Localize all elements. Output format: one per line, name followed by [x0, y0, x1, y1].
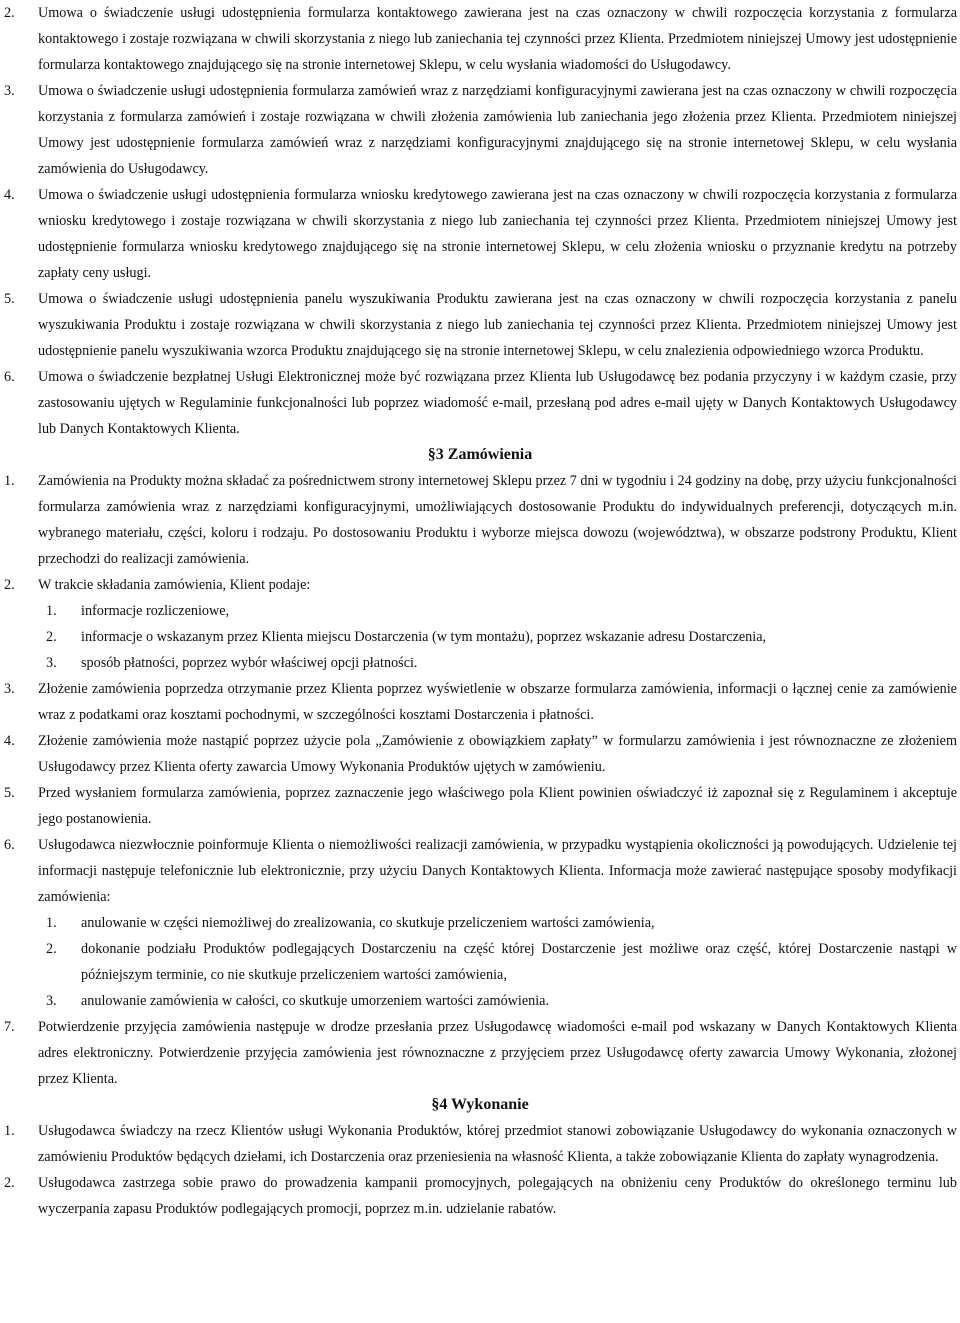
- list-item: [0, 364, 960, 442]
- item-number: 5.: [4, 785, 15, 801]
- sub-item-text: informacje rozliczeniowe,: [81, 603, 230, 619]
- item-text: Umowa o świadczenie usługi udostępnienia formularza zamówień wraz z narzędziami konfiguracyjnymi zawierana jest na czas oznaczony w chwili rozpoczęcia korzystania z formularza zamówień i zostaje rozwiązana w chwili złożenia zamówienia lub zaniechania jego złożenia przez Klienta. Przedmiotem niniejszej Umowy jest udostępnienie formularza zamówień wraz z narzędziami konfiguracyjnymi znajdującego się na stronie internetowej Sklepu, w celu wysłania zamówienia do Usługodawcy.: [38, 83, 957, 177]
- item-text: Zamówienia na Produkty można składać za pośrednictwem strony internetowej Sklepu przez 7 dni w tygodniu i 24 godziny na dobę, przy użyciu funkcjonalności formularza zamówienia wraz z narzędziami konfiguracyjnymi, umożliwiających dostosowanie Produktu do indywidualnych preferencji, dotyczących m.in. wybranego materiału, części, koloru i rodzaju. Po dostosowaniu Produktu i wyborze miejsca dowozu (województwa), w obszarze podstrony Produktu, Klient przechodzi do realizacji zamówienia.: [38, 473, 957, 567]
- list-item: [0, 1170, 960, 1222]
- list-item: [0, 1118, 960, 1170]
- list-item: [0, 78, 960, 182]
- sub-item-text: sposób płatności, poprzez wybór właściwej opcji płatności.: [81, 655, 418, 671]
- list-item: [0, 1014, 960, 1092]
- item-text: W trakcie składania zamówienia, Klient podaje:: [38, 577, 311, 593]
- item-number: 3.: [4, 681, 15, 697]
- list-item: [0, 572, 960, 598]
- item-text: Usługodawca niezwłocznie poinformuje Klienta o niemożliwości realizacji zamówienia, w przypadku wystąpienia okoliczności ją powodujących. Udzielenie tej informacji następuje telefonicznie lub elektronicznie, przy użyciu Danych Kontaktowych Klienta. Informacja może zawierać następujące sposoby modyfikacji zamówienia:: [38, 837, 957, 905]
- item-number: 4.: [4, 733, 15, 749]
- item-text: Umowa o świadczenie usługi udostępnienia panelu wyszukiwania Produktu zawierana jest na czas oznaczony w chwili rozpoczęcia korzystania z panelu wyszukiwania Produktu i zostaje rozwiązana w chwili skorzystania z niego lub zaniechania tej czynności przez Klienta. Przedmiotem niniejszej Umowy jest udostępnienie panelu wyszukiwania wzorca Produktu znajdującego się na stronie internetowej Sklepu, w celu znalezienia odpowiedniego wzorca Produktu.: [38, 291, 957, 359]
- list-item: [0, 832, 960, 910]
- sub-list-item: [0, 910, 960, 936]
- sub-list-item: [0, 624, 960, 650]
- item-text: Złożenie zamówienia może nastąpić poprzez użycie pola „Zamówienie z obowiązkiem zapłaty” w formularzu zamówienia i jest równoznaczne ze złożeniem Usługodawcy przez Klienta oferty zawarcia Umowy Wykonania Produktów ujętych w zamówieniu.: [38, 733, 957, 775]
- item-text: Umowa o świadczenie usługi udostępnienia formularza kontaktowego zawierana jest na czas oznaczony w chwili rozpoczęcia korzystania z formularza kontaktowego i zostaje rozwiązana w chwili skorzystania z niego lub zaniechania tej czynności przez Klienta. Przedmiotem niniejszej Umowy jest udostępnienie formularza kontaktowego znajdującego się na stronie internetowej Sklepu, w celu wysłania wiadomości do Usługodawcy.: [38, 5, 957, 73]
- item-number: 3.: [4, 83, 15, 99]
- item-number: 1.: [4, 473, 15, 489]
- list-item: [0, 182, 960, 286]
- sub-item-number: 3.: [46, 993, 57, 1009]
- list-item: [0, 780, 960, 832]
- sub-item-text: dokonanie podziału Produktów podlegających Dostarczeniu na część której Dostarczenie jest możliwe oraz część, której Dostarczenie nastąpi w późniejszym terminie, co nie skutkuje przeliczeniem wartości zamówienia,: [81, 941, 957, 983]
- item-number: 6.: [4, 837, 15, 853]
- item-number: 5.: [4, 291, 15, 307]
- sub-list-item: [0, 936, 960, 988]
- item-number: 2.: [4, 5, 15, 21]
- sub-item-number: 3.: [46, 655, 57, 671]
- item-text: Usługodawca świadczy na rzecz Klientów usługi Wykonania Produktów, której przedmiot stanowi zobowiązanie Usługodawcy do wykonania oznaczonych w zamówieniu Produktów będących dziełami, ich Dostarczenia oraz przeniesienia na własność Klienta, a także zobowiązanie Klienta do zapłaty wynagrodzenia.: [38, 1123, 957, 1165]
- item-number: 6.: [4, 369, 15, 385]
- sub-list-item: [0, 650, 960, 676]
- sub-list-item: [0, 988, 960, 1014]
- item-number: 1.: [4, 1123, 15, 1139]
- list-item: [0, 676, 960, 728]
- item-number: 2.: [4, 577, 15, 593]
- item-text: Potwierdzenie przyjęcia zamówienia następuje w drodze przesłania przez Usługodawcę wiadomości e-mail pod wskazany w Danych Kontaktowych Klienta adres elektroniczny. Potwierdzenie przyjęcia zamówienia jest równoznaczne z przyjęciem przez Usługodawcę oferty zawarcia Umowy Wykonania, złożonej przez Klienta.: [38, 1019, 957, 1087]
- list-item: [0, 468, 960, 572]
- sub-item-text: informacje o wskazanym przez Klienta miejscu Dostarczenia (w tym montażu), poprzez wskazanie adresu Dostarczenia,: [81, 629, 767, 645]
- item-text: Złożenie zamówienia poprzedza otrzymanie przez Klienta poprzez wyświetlenie w obszarze formularza zamówienia, informacji o łącznej cenie za zamówienie wraz z podatkami oraz kosztami pochodnymi, w szczególności kosztami Dostarczenia i płatności.: [38, 681, 957, 723]
- item-text: Umowa o świadczenie usługi udostępnienia formularza wniosku kredytowego zawierana jest na czas oznaczony w chwili rozpoczęcia korzystania z formularza wniosku kredytowego i zostaje rozwiązana w chwili skorzystania z niego lub zaniechania tej czynności przez Klienta. Przedmiotem niniejszej Umowy jest udostępnienie formularza wniosku kredytowego znajdującego się na stronie internetowej Sklepu, w celu złożenia wniosku o przyznanie kredytu na potrzeby zapłaty ceny usługi.: [38, 187, 957, 281]
- sub-list-item: [0, 598, 960, 624]
- section-heading: §4 Wykonanie: [431, 1096, 529, 1113]
- item-number: 2.: [4, 1175, 15, 1191]
- item-text: Usługodawca zastrzega sobie prawo do prowadzenia kampanii promocyjnych, polegających na obniżeniu ceny Produktów do określonego terminu lub wyczerpania zapasu Produktów podlegających promocji, poprzez m.in. udzielanie rabatów.: [38, 1175, 957, 1217]
- item-text: Umowa o świadczenie bezpłatnej Usługi Elektronicznej może być rozwiązana przez Klienta lub Usługodawcę bez podania przyczyny i w każdym czasie, przy zastosowaniu ujętych w Regulaminie funkcjonalności lub poprzez wiadomość e-mail, przesłaną pod adres e-mail ujęty w Danych Kontaktowych Usługodawcy lub Danych Kontaktowych Klienta.: [38, 369, 957, 437]
- list-item: [0, 728, 960, 780]
- sub-item-text: anulowanie zamówienia w całości, co skutkuje umorzeniem wartości zamówienia.: [81, 993, 550, 1009]
- sub-item-number: 1.: [46, 915, 57, 931]
- list-item: [0, 0, 960, 78]
- sub-item-number: 2.: [46, 629, 57, 645]
- item-text: Przed wysłaniem formularza zamówienia, poprzez zaznaczenie jego właściwego pola Klient powinien oświadczyć iż zapoznał się z Regulaminem i akceptuje jego postanowienia.: [38, 785, 957, 827]
- item-number: 4.: [4, 187, 15, 203]
- item-number: 7.: [4, 1019, 15, 1035]
- sub-item-number: 2.: [46, 941, 57, 957]
- list-item: [0, 286, 960, 364]
- sub-item-text: anulowanie w części niemożliwej do zrealizowania, co skutkuje przeliczeniem wartości zamówienia,: [81, 915, 655, 931]
- sub-item-number: 1.: [46, 603, 57, 619]
- section-heading: §3 Zamówienia: [427, 446, 533, 463]
